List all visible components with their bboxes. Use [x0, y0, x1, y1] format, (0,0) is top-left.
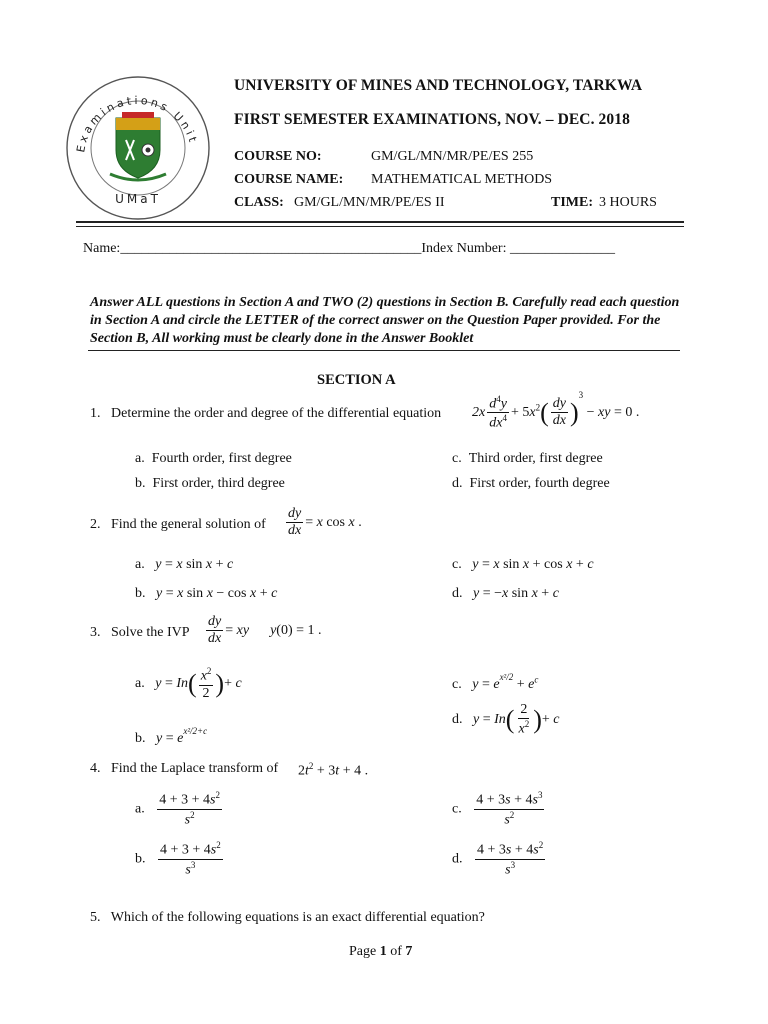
instructions-divider	[88, 350, 680, 351]
q3-equation: $\frac{dy}{dx}$ = xy y(0) = 1 .	[208, 614, 322, 647]
time-value: 3 HOURS	[599, 195, 657, 210]
q4-option-d[interactable]: d. $\frac{4 + 3s + 4s^2}{s^3}$	[452, 840, 544, 878]
exam-seal	[64, 74, 212, 222]
header-divider	[76, 221, 684, 223]
q2-option-b[interactable]: b. y = x sin x − cos x + c	[135, 586, 278, 601]
name-label: Name:	[83, 241, 121, 256]
q4-option-a[interactable]: a. $\frac{4 + 3 + 4s^2}{s^2}$	[135, 790, 220, 828]
section-title: SECTION A	[317, 372, 396, 388]
q3-option-c[interactable]: c. $y = e^{x^2/2} + e^c$	[452, 672, 539, 692]
q4-option-c[interactable]: c. $\frac{4 + 3s + 4s^3}{s^2}$	[452, 790, 543, 828]
q4-option-b[interactable]: b. $\frac{4 + 3 + 4s^2}{s^3}$	[135, 840, 221, 878]
q2-equation: $\frac{dy}{dx}$ = x cos x .	[288, 506, 362, 539]
q1-option-d[interactable]: d. First order, fourth degree	[452, 476, 610, 491]
exam-title: FIRST SEMESTER EXAMINATIONS, NOV. – DEC. 2018	[234, 111, 630, 128]
seal-bottom-text: UMaT	[115, 192, 161, 206]
question-number: 5.	[90, 910, 101, 925]
q1-option-a[interactable]: a. Fourth order, first degree	[135, 451, 292, 466]
q3-option-b[interactable]: b. $y = e^{x^2/2+c}$	[135, 726, 208, 746]
header-divider-thin	[76, 226, 684, 227]
question-number: 3.	[90, 625, 101, 640]
q2-option-d[interactable]: d. y = −x sin x + c	[452, 586, 559, 601]
question-number: 2.	[90, 517, 101, 532]
name-line	[83, 241, 615, 257]
course-name-value: MATHEMATICAL METHODS	[371, 172, 553, 187]
university-name: UNIVERSITY OF MINES AND TECHNOLOGY, TARKWA	[234, 77, 643, 94]
q2-option-c[interactable]: c. y = x sin x + cos x + c	[452, 557, 594, 572]
course-no-value: GM/GL/MN/MR/PE/ES 255	[371, 149, 534, 164]
question-text: Find the general solution of	[111, 517, 266, 532]
q1-option-c[interactable]: c. Third order, first degree	[452, 451, 603, 466]
time-label: TIME:	[551, 195, 593, 210]
instructions: Answer ALL questions in Section A and TWO (2) questions in Section B. Carefully read each question in Section A and circle the LETTER of the correct answer on the Question Paper provided. For the Section B, All working must be clearly done in the Answer Booklet	[90, 295, 680, 346]
question-3	[90, 625, 190, 641]
question-text: Solve the IVP	[111, 625, 190, 640]
page-number: Page 1 of 7	[349, 944, 413, 959]
name-field[interactable]: ___________________________________________	[120, 241, 422, 256]
question-5	[90, 910, 485, 926]
question-4	[90, 761, 278, 777]
question-number: 1.	[90, 406, 101, 421]
class-label: CLASS:	[234, 195, 284, 210]
question-number: 4.	[90, 761, 101, 776]
seal-ring-text: Examinations Unit	[74, 93, 201, 154]
question-2	[90, 517, 266, 533]
q3-option-a[interactable]: a. y = In( $\frac{x^2}{2}$ )+ c	[135, 666, 242, 701]
course-no-label: COURSE NO:	[234, 149, 322, 164]
q3-option-d[interactable]: d. y = In( $\frac{2}{x^2}$ )+ c	[452, 702, 560, 737]
q1-equation: 2x $\frac{d^4y}{dx^4}$ + $5x^2$( $\frac{dy}{dx}$ )$^3$ − xy = 0 .	[472, 390, 640, 431]
question-1	[90, 406, 441, 422]
question-text: Which of the following equations is an exact differential equation?	[110, 910, 485, 925]
course-name-label: COURSE NAME:	[234, 172, 344, 187]
index-number-field[interactable]: _______________	[509, 241, 615, 256]
question-text: Find the Laplace transform of	[111, 761, 279, 776]
umat-seal-icon	[64, 74, 212, 222]
q1-option-b[interactable]: b. First order, third degree	[135, 476, 285, 491]
question-text: Determine the order and degree of the differential equation	[111, 406, 442, 421]
index-number-label: Index Number:	[421, 241, 507, 256]
q2-option-a[interactable]: a. y = x sin x + c	[135, 557, 234, 572]
q4-expression: $2t^2 + 3t + 4$ .	[298, 761, 369, 779]
class-value: GM/GL/MN/MR/PE/ES II	[294, 195, 445, 210]
